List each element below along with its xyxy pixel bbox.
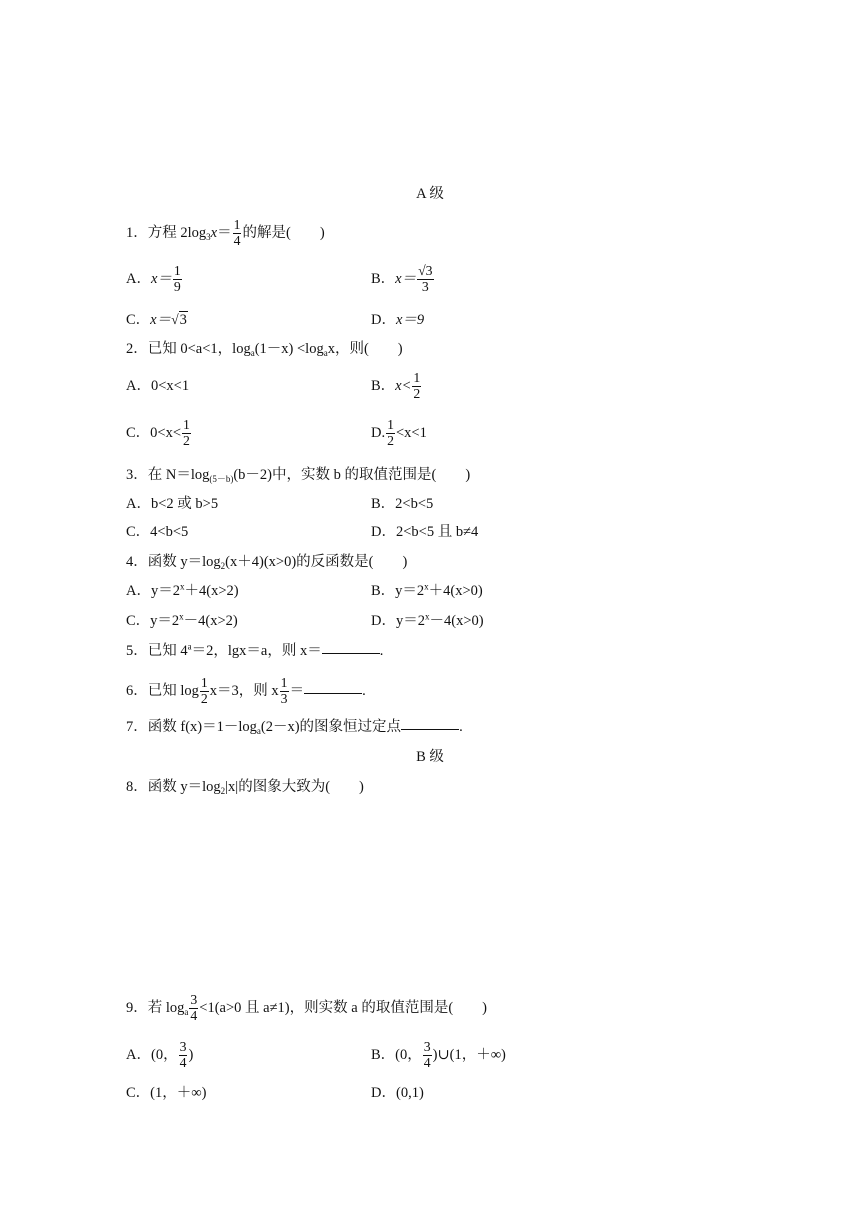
answer-blank	[304, 692, 362, 694]
question-4: 4．函数 $y=\log_2(x+4)(x>0)$的反函数是( )	[126, 554, 408, 572]
q2-option-d: D. $\frac{1}{2}$ <x<1	[371, 417, 427, 449]
question-number: 3．	[126, 467, 148, 483]
question-number: 5．	[126, 643, 148, 659]
q3-option-a: A．b<2 或 b>5	[126, 496, 219, 512]
question-number: 6．	[126, 682, 148, 699]
q4-option-c: C．$y=2^x-4(x>2)$	[126, 611, 238, 629]
level-a-heading: A 级	[416, 186, 444, 202]
fraction: $\frac{3}{4}$	[423, 1039, 431, 1071]
question-6: 6．已知 log $\frac{1}{2}$ x＝3，则 x $\frac{1}{3}$ ＝ .	[126, 675, 366, 707]
q4-option-b: B．$y=2^x+4(x>0)$	[371, 581, 483, 599]
q3-option-b: B．2<b<5	[371, 496, 434, 512]
fraction: $\frac{1}{2}$	[387, 417, 394, 449]
question-1: 1．方程 $2\log_3x=$ $\frac{1}{4}$ 的解是( )	[126, 217, 325, 249]
q9-option-c: C．(1，＋∞)	[126, 1085, 207, 1101]
question-5: 5．已知 $4^a=2$，lgx＝a，则 x＝ .	[126, 641, 384, 659]
fraction: $\frac{1}{2}$	[413, 370, 421, 402]
question-9: 9．若 $\log_a$ $\frac{3}{4}$ <1(a>0 且 a≠1)，则实数 a 的取值范围是( )	[126, 992, 487, 1024]
q1-option-c: C．x＝√3	[126, 312, 187, 328]
answer-blank	[401, 728, 459, 730]
answer-blank	[322, 652, 380, 654]
question-8: 8．函数 $y=\log_2|x|$的图象大致为( )	[126, 779, 364, 797]
question-2: 2．已知 0<a<1，$\log_a(1-x) <\log_ax$，则( )	[126, 341, 403, 359]
fraction: $\frac{√3}{3}$	[418, 263, 433, 295]
question-number: 1．	[126, 224, 148, 241]
q3-option-c: C．4<b<5	[126, 524, 189, 540]
question-3: 3．在 $N=\log_{(5-b)}(b-2)$中，实数 b 的取值范围是( )	[126, 467, 471, 485]
fraction: $\frac{1}{3}$	[280, 675, 288, 707]
q1-option-d: D．x＝9	[371, 312, 425, 328]
q9-option-d: D．(0,1)	[371, 1085, 424, 1101]
question-number: 4．	[126, 554, 148, 570]
q2-option-b: B．x< $\frac{1}{2}$	[371, 370, 421, 402]
q9-option-b: B．(0， $\frac{3}{4}$ )∪(1，＋∞)	[371, 1039, 506, 1071]
q2-option-a: A．0<x<1	[126, 378, 190, 394]
fraction: $\frac{3}{4}$	[179, 1039, 187, 1071]
q2-option-c: C．0<x< $\frac{1}{2}$	[126, 417, 190, 449]
level-b-heading: B 级	[416, 749, 444, 765]
sqrt: √3	[171, 312, 187, 328]
question-number: 9．	[126, 999, 148, 1016]
question-number: 8．	[126, 779, 148, 795]
fraction: $\frac{3}{4}$	[190, 992, 198, 1024]
q4-option-a: A．$y=2^x+4(x>2)$	[126, 581, 239, 599]
fraction: $\frac{1}{4}$	[233, 217, 241, 249]
q4-option-d: D．$y=2^x-4(x>0)$	[371, 611, 484, 629]
question-number: 2．	[126, 341, 148, 357]
fraction: $\frac{1}{9}$	[173, 263, 181, 295]
q1-option-a: A．x＝ $\frac{1}{9}$	[126, 263, 181, 295]
q9-option-a: A．(0， $\frac{3}{4}$ )	[126, 1039, 194, 1071]
question-7: 7．函数 $f(x)=1-\log_a(2-x)$的图象恒过定点 .	[126, 719, 463, 737]
fraction: $\frac{1}{2}$	[200, 675, 208, 707]
q1-option-b: B．x＝ $\frac{√3}{3}$	[371, 263, 433, 295]
q3-option-d: D．2<b<5 且 b≠4	[371, 524, 479, 540]
fraction: $\frac{1}{2}$	[183, 417, 190, 449]
question-number: 7．	[126, 719, 148, 735]
